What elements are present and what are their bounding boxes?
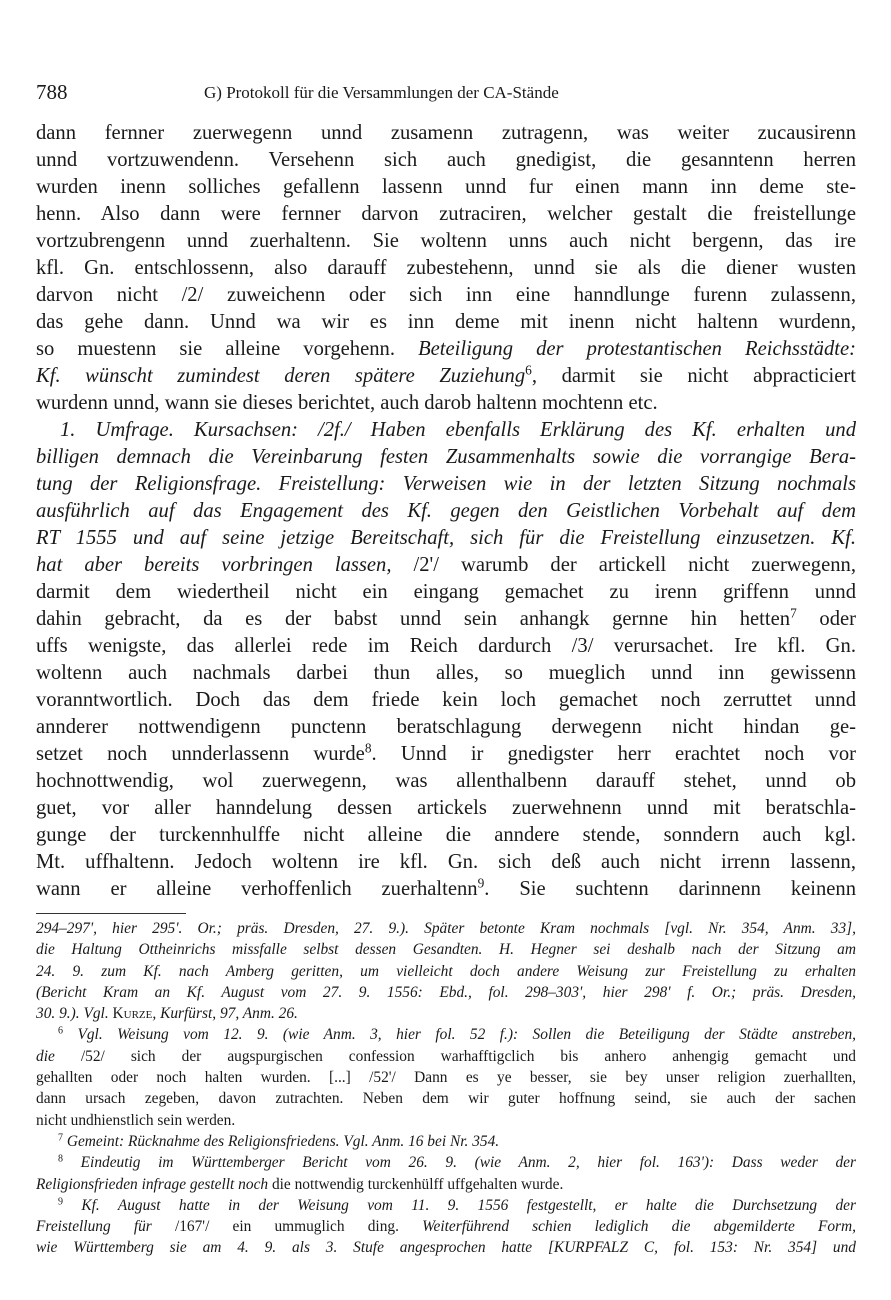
body-line: woltenn auch nachmals darbei thun alles, so mueglich unnd inn gewissenn: [36, 662, 856, 684]
footnote-line: dann ursach zegeben, davon zutrachten. Neben dem wir guter hoffnung seind, sie auch der sachen: [36, 1090, 856, 1108]
footnote-number: 9: [58, 1196, 63, 1208]
body-line: das gehe dann. Unnd wa wir es inn deme mit inenn nicht haltenn wurdenn,: [36, 311, 856, 333]
footnote-divider: [36, 913, 186, 914]
footnote-ref: 6: [525, 363, 532, 378]
footnote-line: 24. 9. zum Kf. nach Amberg geritten, um vielleicht doch andere Weisung zur Freistellung zu erhalten: [36, 962, 856, 980]
footnote-line: gehallten oder noch halten wurden. [...] /52'/ Dann es ye besser, sie bey unser religion zuerhallten,: [36, 1069, 856, 1087]
footnote-line: $^9$ Kf. August hatte in der Weisung vom 11. 9. 1556 festgestellt, er halte die Durchsetzung der: [58, 1196, 856, 1214]
footnote-line: $^6$ Vgl. Weisung vom 12. 9. (wie Anm. 3, hier fol. 52 f.): Sollen die Beteiligung der Städte anstreben,: [58, 1025, 856, 1044]
body-line: so muestenn sie alleine vorgehenn. Beteiligung der protestantischen Reichsstädte:: [36, 338, 856, 360]
footnote-line: wie Württemberg sie am 4. 9. als 3. Stufe angesprochen hatte [KURPFALZ C, fol. 153: Nr. 354] und: [36, 1239, 856, 1257]
body-line: kfl. Gn. entschlossenn, also darauff zubestehenn, unnd sie als die diener wusten: [36, 257, 856, 279]
running-head: G) Protokoll für die Versammlungen der CA-Stände: [204, 83, 559, 102]
footnote-line: die Haltung Ottheinrichs missfalle selbst dessen Gesandten. H. Hegner sei deshalb nach der Sitzung am: [36, 941, 856, 959]
body-line: 1. Umfrage. Kursachsen: /2f./ Haben ebenfalls Erklärung des Kf. erhalten und: [60, 419, 856, 441]
footnote-ref: 8: [364, 741, 372, 756]
body-line: tung der Religionsfrage. Freistellung: Verweisen wie in der letzten Sitzung nochmals: [36, 473, 856, 495]
body-line: henn. Also dann were fernner darvon zutraciren, welcher gestalt die freistellunge: [36, 203, 856, 225]
body-line: unnd vortzuwendenn. Versehenn sich auch gnedigist, die gesanntenn herren: [36, 149, 856, 171]
body-line: wurden inenn solliches gefallenn lassenn unnd fur einen mann inn deme ste-: [36, 176, 856, 198]
footnote-number: 8: [58, 1153, 63, 1165]
body-line: hochnottwendig, wol zuerwegenn, was allenthalbenn darauff stehet, unnd ob: [36, 770, 856, 792]
body-line: dahin gebracht, da es der babst unnd sein anhangk gernne hin hetten$^7$ oder: [36, 606, 856, 630]
body-line: uffs wenigste, das allerlei rede im Reich dardurch /3/ verursachet. Ire kfl. Gn.: [36, 635, 856, 657]
body-line: darmit dem wiedertheil nicht ein eingang gemachet zu irenn griffenn unnd: [36, 581, 856, 603]
body-line: Mt. uffhaltenn. Jedoch woltenn ire kfl. Gn. sich deß auch nicht irrenn lassenn,: [36, 851, 856, 873]
body-line: billigen demnach die Vereinbarung festen Zusammenhalts sowie die vorrangige Bera-: [36, 446, 856, 468]
body-line: vortzubrengenn unnd zuerhaltenn. Sie woltenn unns auch nicht bergenn, das ire: [36, 230, 856, 252]
body-line: darvon nicht /2/ zuweichenn oder sich inn eine hanndlunge furenn zulassenn,: [36, 284, 856, 306]
body-line: ausführlich auf das Engagement des Kf. gegen den Geistlichen Vorbehalt auf dem: [36, 500, 856, 522]
footnote-line: nicht undhienstlich sein werden.: [36, 1111, 236, 1129]
footnote-number: 6: [58, 1025, 63, 1037]
body-line: wann er alleine verhoffenlich zuerhaltenn$^9$. Sie suchtenn darinnenn keinenn: [36, 876, 856, 900]
body-line: dann fernner zuerwegenn unnd zusamenn zutragenn, was weiter zucausirenn: [36, 122, 856, 144]
page-header: [36, 80, 856, 106]
footnote-line: 30. 9.). Vgl. Kurze, Kurfürst, 97, Anm. 26.: [36, 1005, 298, 1023]
footnotes: [36, 918, 856, 1259]
footnote-line: Religionsfrieden infrage gestellt noch die nottwendig turckenhülff uffgehalten wurde.: [36, 1175, 564, 1193]
footnote-line: die /52/ sich der augspurgischen confession warhafftigclich bis anhero anhengig gemacht und: [36, 1047, 856, 1065]
footnote-line: (Bericht Kram an Kf. August vom 27. 9. 1556: Ebd., fol. 298–303', hier 298' f. Or.; präs. Dresden,: [36, 983, 856, 1001]
body-line: setzet noch unnderlassenn wurde$^8$. Unnd ir gnedigster herr erachtet noch vor: [36, 741, 856, 765]
body-line: RT 1555 und auf seine jetzige Bereitschaft, sich für die Freistellung einzusetzen. Kf.: [36, 527, 856, 549]
body-line: gunge der turckennhulffe nicht alleine die anndere stende, sonndern auch kgl.: [36, 824, 856, 846]
body-line: voranntwortlich. Doch das dem friede kein loch gemachet noch zerruttet unnd: [36, 689, 856, 711]
footnote-ref: 7: [790, 606, 797, 621]
body-line: hat aber bereits vorbringen lassen, /2'/ warumb der artickell nicht zuerwegenn,: [36, 554, 856, 576]
main-text: [36, 120, 856, 903]
body-line: guet, vor aller hanndelung dessen artickels zuerwehnenn unnd mit beratschla-: [36, 797, 856, 819]
body-line: wurdenn unnd, wann sie dieses berichtet, auch darob haltenn mochtenn etc.: [36, 392, 658, 414]
body-line: Kf. wünscht zumindest deren spätere Zuziehung$^6$, darmit sie nicht abpracticiert: [36, 363, 856, 387]
footnote-line: $^7$ Gemeint: Rücknahme des Religionsfriedens. Vgl. Anm. 16 bei Nr. 354.: [58, 1132, 500, 1150]
footnote-line: 294–297', hier 295'. Or.; präs. Dresden, 27. 9.). Später betonte Kram nochmals [vgl. Nr. 354, Anm. 33],: [36, 920, 856, 937]
body-line: annderer nottwendigenn punctenn beratschlagung derwegenn nicht hindan ge-: [36, 716, 856, 738]
footnote-line: Freistellung für /167'/ ein ummuglich ding. Weiterführend schien lediglich die abgemilderte Form,: [36, 1218, 856, 1236]
page-number: 788: [36, 80, 68, 104]
footnote-ref: 9: [477, 876, 485, 891]
footnote-number: 7: [58, 1132, 63, 1144]
footnote-line: $^8$ Eindeutig im Württemberger Bericht vom 26. 9. (wie Anm. 2, hier fol. 163'): Dass weder der: [58, 1153, 856, 1172]
